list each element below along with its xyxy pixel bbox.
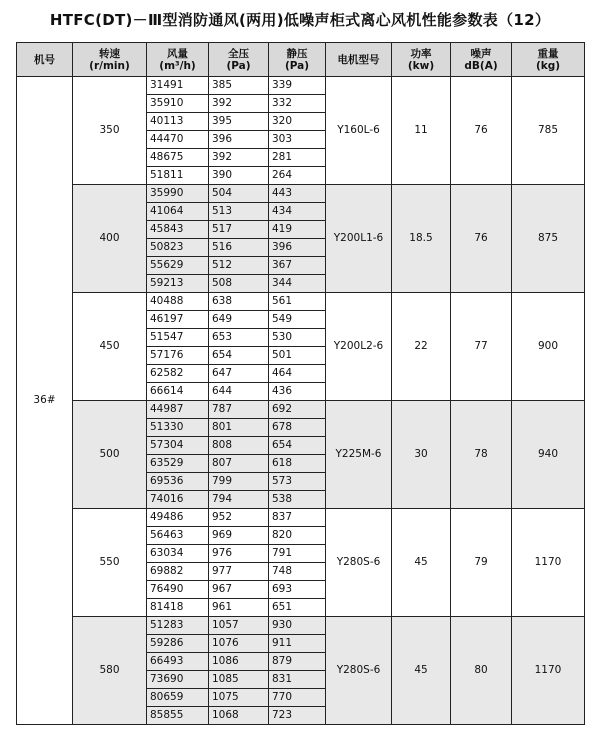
table-body <box>17 77 585 725</box>
flow-cell: 40113 <box>147 113 209 131</box>
total-pressure-cell: 390 <box>209 167 269 185</box>
flow-cell: 35990 <box>147 185 209 203</box>
static-pressure-cell: 561 <box>269 293 326 311</box>
noise-cell: 76 <box>451 185 512 293</box>
power-cell: 18.5 <box>392 185 451 293</box>
total-pressure-cell: 392 <box>209 95 269 113</box>
total-pressure-cell: 807 <box>209 455 269 473</box>
weight-cell: 900 <box>512 293 585 401</box>
header-row <box>17 43 585 77</box>
total-pressure-cell: 1076 <box>209 635 269 653</box>
static-pressure-cell: 281 <box>269 149 326 167</box>
flow-cell: 51811 <box>147 167 209 185</box>
table-row <box>17 185 585 203</box>
total-pressure-cell: 504 <box>209 185 269 203</box>
power-cell: 45 <box>392 509 451 617</box>
flow-cell: 49486 <box>147 509 209 527</box>
flow-cell: 44987 <box>147 401 209 419</box>
total-pressure-cell: 513 <box>209 203 269 221</box>
flow-cell: 48675 <box>147 149 209 167</box>
flow-cell: 51330 <box>147 419 209 437</box>
flow-cell: 73690 <box>147 671 209 689</box>
total-pressure-cell: 508 <box>209 275 269 293</box>
static-pressure-cell: 344 <box>269 275 326 293</box>
noise-cell: 78 <box>451 401 512 509</box>
static-pressure-cell: 678 <box>269 419 326 437</box>
flow-cell: 51547 <box>147 329 209 347</box>
static-pressure-cell: 436 <box>269 383 326 401</box>
total-pressure-cell: 969 <box>209 527 269 545</box>
header-power: 功率 (kw) <box>392 43 451 77</box>
table-row <box>17 77 585 95</box>
table-row <box>17 293 585 311</box>
static-pressure-cell: 303 <box>269 131 326 149</box>
flow-cell: 45843 <box>147 221 209 239</box>
page-title: HTFC(DT)－Ⅲ型消防通风(两用)低噪声柜式离心风机性能参数表（12） <box>49 11 551 29</box>
power-cell: 11 <box>392 77 451 185</box>
flow-cell: 55629 <box>147 257 209 275</box>
performance-table <box>16 42 585 725</box>
total-pressure-cell: 396 <box>209 131 269 149</box>
flow-cell: 63529 <box>147 455 209 473</box>
static-pressure-cell: 770 <box>269 689 326 707</box>
flow-cell: 57304 <box>147 437 209 455</box>
flow-cell: 35910 <box>147 95 209 113</box>
flow-cell: 50823 <box>147 239 209 257</box>
weight-cell: 1170 <box>512 509 585 617</box>
flow-cell: 40488 <box>147 293 209 311</box>
noise-cell: 79 <box>451 509 512 617</box>
motor-model-cell: Y200L2-6 <box>326 293 392 401</box>
flow-cell: 31491 <box>147 77 209 95</box>
header-noise: 噪声 dB(A) <box>451 43 512 77</box>
static-pressure-cell: 879 <box>269 653 326 671</box>
static-pressure-cell: 573 <box>269 473 326 491</box>
noise-cell: 80 <box>451 617 512 725</box>
total-pressure-cell: 649 <box>209 311 269 329</box>
static-pressure-cell: 501 <box>269 347 326 365</box>
static-pressure-cell: 538 <box>269 491 326 509</box>
static-pressure-cell: 748 <box>269 563 326 581</box>
noise-cell: 76 <box>451 77 512 185</box>
total-pressure-cell: 392 <box>209 149 269 167</box>
total-pressure-cell: 952 <box>209 509 269 527</box>
static-pressure-cell: 530 <box>269 329 326 347</box>
total-pressure-cell: 638 <box>209 293 269 311</box>
static-pressure-cell: 549 <box>269 311 326 329</box>
flow-cell: 56463 <box>147 527 209 545</box>
static-pressure-cell: 264 <box>269 167 326 185</box>
flow-cell: 69882 <box>147 563 209 581</box>
flow-cell: 74016 <box>147 491 209 509</box>
static-pressure-cell: 332 <box>269 95 326 113</box>
static-pressure-cell: 791 <box>269 545 326 563</box>
static-pressure-cell: 464 <box>269 365 326 383</box>
static-pressure-cell: 419 <box>269 221 326 239</box>
total-pressure-cell: 647 <box>209 365 269 383</box>
static-pressure-cell: 367 <box>269 257 326 275</box>
motor-model-cell: Y160L-6 <box>326 77 392 185</box>
total-pressure-cell: 395 <box>209 113 269 131</box>
header-speed: 转速 (r/min) <box>73 43 147 77</box>
total-pressure-cell: 1075 <box>209 689 269 707</box>
header-static-pressure: 静压 (Pa) <box>269 43 326 77</box>
weight-cell: 940 <box>512 401 585 509</box>
flow-cell: 46197 <box>147 311 209 329</box>
flow-cell: 66493 <box>147 653 209 671</box>
static-pressure-cell: 443 <box>269 185 326 203</box>
total-pressure-cell: 794 <box>209 491 269 509</box>
total-pressure-cell: 977 <box>209 563 269 581</box>
flow-cell: 62582 <box>147 365 209 383</box>
static-pressure-cell: 654 <box>269 437 326 455</box>
static-pressure-cell: 692 <box>269 401 326 419</box>
total-pressure-cell: 644 <box>209 383 269 401</box>
flow-cell: 44470 <box>147 131 209 149</box>
motor-model-cell: Y280S-6 <box>326 509 392 617</box>
flow-cell: 51283 <box>147 617 209 635</box>
noise-cell: 77 <box>451 293 512 401</box>
static-pressure-cell: 930 <box>269 617 326 635</box>
table-row <box>17 617 585 635</box>
speed-cell: 500 <box>73 401 147 509</box>
flow-cell: 59213 <box>147 275 209 293</box>
header-total-pressure: 全压 (Pa) <box>209 43 269 77</box>
static-pressure-cell: 339 <box>269 77 326 95</box>
total-pressure-cell: 801 <box>209 419 269 437</box>
total-pressure-cell: 512 <box>209 257 269 275</box>
static-pressure-cell: 434 <box>269 203 326 221</box>
flow-cell: 66614 <box>147 383 209 401</box>
flow-cell: 69536 <box>147 473 209 491</box>
total-pressure-cell: 808 <box>209 437 269 455</box>
model-number-cell: 36# <box>17 77 73 725</box>
static-pressure-cell: 396 <box>269 239 326 257</box>
total-pressure-cell: 653 <box>209 329 269 347</box>
header-motor: 电机型号 <box>326 43 392 77</box>
static-pressure-cell: 651 <box>269 599 326 617</box>
flow-cell: 57176 <box>147 347 209 365</box>
static-pressure-cell: 618 <box>269 455 326 473</box>
flow-cell: 80659 <box>147 689 209 707</box>
speed-cell: 450 <box>73 293 147 401</box>
static-pressure-cell: 693 <box>269 581 326 599</box>
flow-cell: 63034 <box>147 545 209 563</box>
total-pressure-cell: 976 <box>209 545 269 563</box>
header-model: 机号 <box>17 43 73 77</box>
total-pressure-cell: 1068 <box>209 707 269 725</box>
power-cell: 45 <box>392 617 451 725</box>
weight-cell: 1170 <box>512 617 585 725</box>
total-pressure-cell: 799 <box>209 473 269 491</box>
total-pressure-cell: 516 <box>209 239 269 257</box>
speed-cell: 400 <box>73 185 147 293</box>
weight-cell: 875 <box>512 185 585 293</box>
total-pressure-cell: 517 <box>209 221 269 239</box>
flow-cell: 85855 <box>147 707 209 725</box>
speed-cell: 580 <box>73 617 147 725</box>
static-pressure-cell: 723 <box>269 707 326 725</box>
total-pressure-cell: 961 <box>209 599 269 617</box>
power-cell: 30 <box>392 401 451 509</box>
power-cell: 22 <box>392 293 451 401</box>
table-row <box>17 509 585 527</box>
weight-cell: 785 <box>512 77 585 185</box>
static-pressure-cell: 320 <box>269 113 326 131</box>
header-flow: 风量 (m³/h) <box>147 43 209 77</box>
speed-cell: 350 <box>73 77 147 185</box>
motor-model-cell: Y200L1-6 <box>326 185 392 293</box>
flow-cell: 41064 <box>147 203 209 221</box>
total-pressure-cell: 385 <box>209 77 269 95</box>
motor-model-cell: Y225M-6 <box>326 401 392 509</box>
static-pressure-cell: 837 <box>269 509 326 527</box>
flow-cell: 59286 <box>147 635 209 653</box>
static-pressure-cell: 820 <box>269 527 326 545</box>
flow-cell: 81418 <box>147 599 209 617</box>
header-weight: 重量 (kg) <box>512 43 585 77</box>
total-pressure-cell: 787 <box>209 401 269 419</box>
total-pressure-cell: 1057 <box>209 617 269 635</box>
total-pressure-cell: 654 <box>209 347 269 365</box>
static-pressure-cell: 911 <box>269 635 326 653</box>
total-pressure-cell: 1085 <box>209 671 269 689</box>
table-row <box>17 401 585 419</box>
total-pressure-cell: 967 <box>209 581 269 599</box>
static-pressure-cell: 831 <box>269 671 326 689</box>
motor-model-cell: Y280S-6 <box>326 617 392 725</box>
total-pressure-cell: 1086 <box>209 653 269 671</box>
flow-cell: 76490 <box>147 581 209 599</box>
speed-cell: 550 <box>73 509 147 617</box>
